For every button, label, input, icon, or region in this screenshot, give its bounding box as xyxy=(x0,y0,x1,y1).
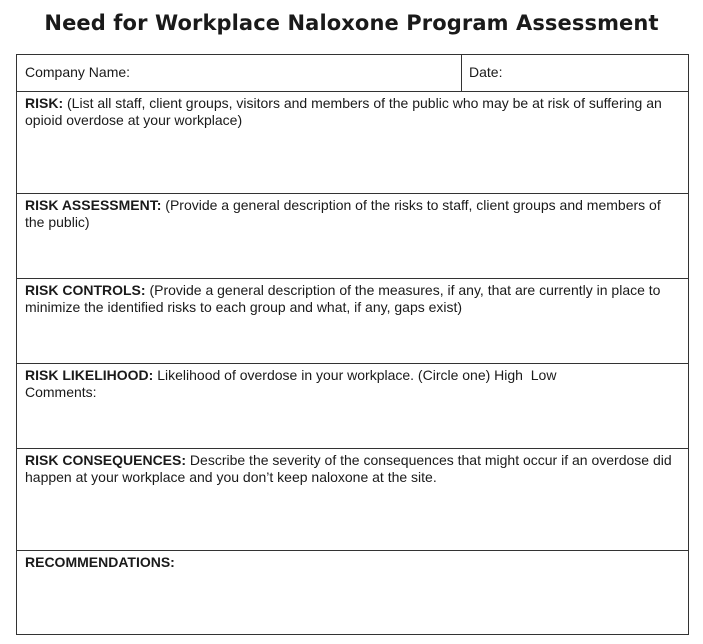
risk-likelihood-section[interactable] xyxy=(17,364,688,449)
company-name-field[interactable] xyxy=(17,55,462,91)
risk-label: RISK: xyxy=(25,95,64,111)
risk-controls-description: (Provide a general description of the measures, if any, that are currently in place to minimize the identified risks to each group and what, if any, gaps exist) xyxy=(25,282,661,315)
risk-assessment-label: RISK ASSESSMENT: xyxy=(25,197,162,213)
risk-section[interactable] xyxy=(17,92,688,194)
form-header-row xyxy=(17,55,688,92)
risk-consequences-description: Describe the severity of the consequences that might occur if an overdose did happen at your workplace and you don’t keep naloxone at the site. xyxy=(25,452,672,485)
page-title: Need for Workplace Naloxone Program Assessment xyxy=(44,11,659,35)
risk-assessment-description: (Provide a general description of the risks to staff, client groups and members of the public) xyxy=(25,197,661,230)
risk-likelihood-label: RISK LIKELIHOOD: xyxy=(25,367,154,383)
risk-controls-prompt xyxy=(17,279,688,316)
assessment-form xyxy=(16,54,689,635)
risk-assessment-section[interactable] xyxy=(17,194,688,279)
date-label: Date: xyxy=(469,64,503,80)
risk-prompt xyxy=(17,92,688,129)
recommendations-label: RECOMMENDATIONS: xyxy=(25,554,175,570)
recommendations-prompt xyxy=(17,551,688,571)
company-name-label: Company Name: xyxy=(25,64,131,80)
risk-consequences-label: RISK CONSEQUENCES: xyxy=(25,452,187,468)
risk-consequences-prompt xyxy=(17,449,688,486)
risk-assessment-prompt xyxy=(17,194,688,231)
risk-description: (List all staff, client groups, visitors and members of the public who may be at risk of suffering an opioid overdose at your workplace) xyxy=(25,95,662,128)
risk-consequences-section[interactable] xyxy=(17,449,688,551)
date-field[interactable] xyxy=(462,55,688,91)
risk-controls-label: RISK CONTROLS: xyxy=(25,282,146,298)
risk-likelihood-prompt xyxy=(17,364,688,401)
risk-likelihood-description: Likelihood of overdose in your workplace. (Circle one) High Low xyxy=(157,367,557,383)
risk-controls-section[interactable] xyxy=(17,279,688,364)
recommendations-section[interactable] xyxy=(17,551,688,634)
risk-likelihood-comments-label: Comments: xyxy=(25,384,97,400)
